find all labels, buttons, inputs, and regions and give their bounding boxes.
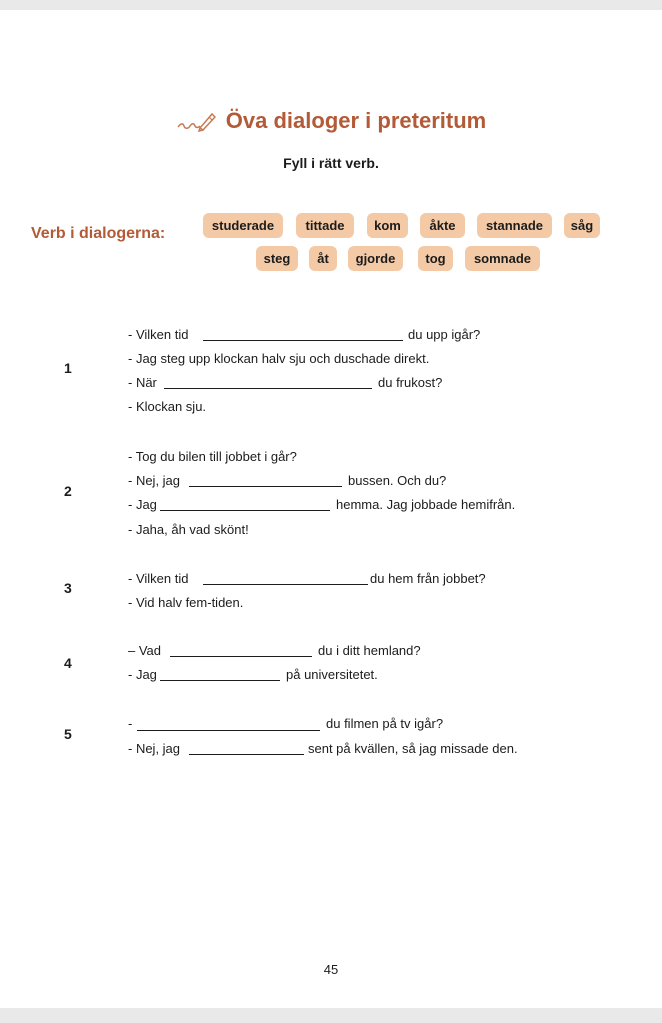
answer-blank[interactable] <box>160 510 330 511</box>
verb-chip: studerade <box>203 213 283 238</box>
dialogue-line: - Tog du bilen till jobbet i går? <box>128 449 297 464</box>
dialogue-line: du upp igår? <box>408 327 481 342</box>
dialogue-line: sent på kvällen, så jag missade den. <box>308 741 518 756</box>
verb-chip: somnade <box>465 246 540 271</box>
dialogue-line: - Jag steg upp klockan halv sju och duschade direkt. <box>128 351 430 366</box>
dialogue-line: - <box>128 716 133 731</box>
verb-chip: tittade <box>296 213 354 238</box>
dialogue-line: - Nej, jag <box>128 473 181 488</box>
dialogue-number: 2 <box>64 483 72 499</box>
dialogue-line: - Jag <box>128 497 157 512</box>
dialogue-line: du filmen på tv igår? <box>326 716 444 731</box>
dialogue-line: på universitetet. <box>286 667 378 682</box>
dialogue-line: - Nej, jag <box>128 741 181 756</box>
verb-chip: tog <box>418 246 453 271</box>
dialogue-line: – Vad <box>128 643 162 658</box>
verb-chip: åkte <box>420 213 465 238</box>
dialogue-number: 1 <box>64 360 72 376</box>
title-row <box>0 108 662 134</box>
dialogue-line: - När <box>128 375 157 390</box>
verb-chip: åt <box>309 246 337 271</box>
viewer-bottom-bar <box>0 1008 662 1023</box>
dialogue-line: - Jaha, åh vad skönt! <box>128 522 249 537</box>
answer-blank[interactable] <box>203 340 403 341</box>
dialogue-line: du i ditt hemland? <box>318 643 421 658</box>
dialogue-number: 4 <box>64 655 72 671</box>
verb-chip: gjorde <box>348 246 403 271</box>
dialogue-line: - Vid halv fem-tiden. <box>128 595 244 610</box>
page-title: Öva dialoger i preteritum <box>225 108 487 133</box>
dialogue-line: - Vilken tid <box>128 571 189 586</box>
verb-chip: såg <box>564 213 600 238</box>
answer-blank[interactable] <box>160 680 280 681</box>
dialogue-line: du hem från jobbet? <box>370 571 486 586</box>
dialogue-number: 3 <box>64 580 72 596</box>
answer-blank[interactable] <box>164 388 372 389</box>
dialogue-line: hemma. Jag jobbade hemifrån. <box>336 497 516 512</box>
dialogue-line: bussen. Och du? <box>348 473 447 488</box>
dialogue-line: du frukost? <box>378 375 443 390</box>
answer-blank[interactable] <box>137 730 320 731</box>
dialogue-line: - Klockan sju. <box>128 399 207 414</box>
dialogue-number: 5 <box>64 726 72 742</box>
answer-blank[interactable] <box>189 486 342 487</box>
verb-chip: kom <box>367 213 408 238</box>
document-page <box>0 10 662 1008</box>
answer-blank[interactable] <box>189 754 304 755</box>
dialogue-line: - Jag <box>128 667 157 682</box>
verb-chip: stannade <box>477 213 552 238</box>
pencil-icon <box>176 110 216 132</box>
instruction-text: Fyll i rätt verb. <box>283 155 379 171</box>
answer-blank[interactable] <box>203 584 368 585</box>
page-number: 45 <box>323 962 339 977</box>
answer-blank[interactable] <box>170 656 312 657</box>
dialogue-line: - Vilken tid <box>128 327 189 342</box>
verb-bank-label: Verb i dialogerna: <box>31 225 166 242</box>
verb-chip: steg <box>256 246 298 271</box>
